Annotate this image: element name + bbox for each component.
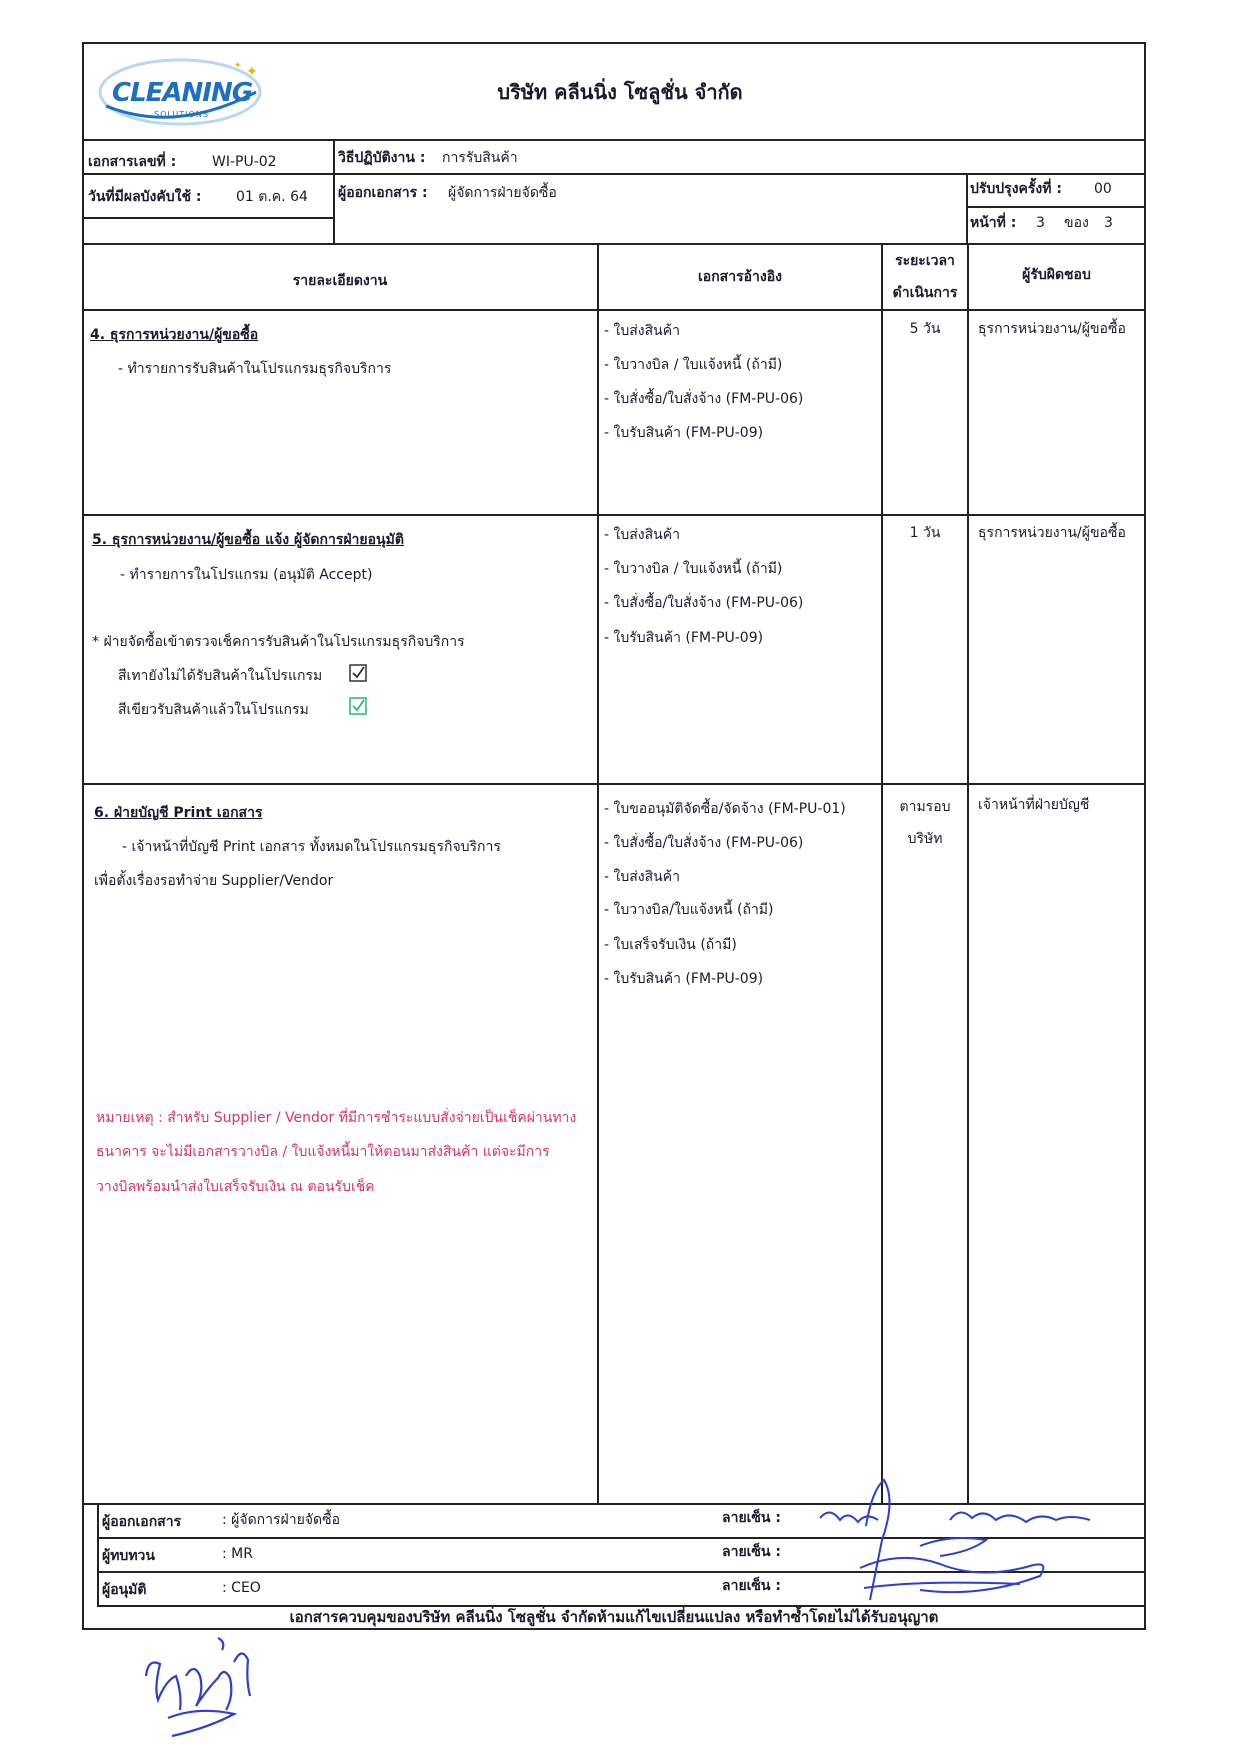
effective-label: วันที่มีผลบังคับใช้ : <box>88 189 202 205</box>
row-6-remark: ธนาคาร จะไม่มีเอกสารวางบิล / ใบแจ้งหนี้มาให้ตอนมาส่งสินค้า แต่จะมีการ <box>96 1144 550 1160</box>
row-5-duration: 1 วัน <box>909 525 941 541</box>
col-header-references: เอกสารอ้างอิง <box>698 269 782 285</box>
doc-no-label: เอกสารเลขที่ : <box>88 154 177 170</box>
row-4-ref: - ใบรับสินค้า (FM-PU-09) <box>604 425 764 441</box>
row-4-title: 4. ธุรการหน่วยงาน/ผู้ขอซื้อ <box>90 327 259 343</box>
effective-value: 01 ต.ค. 64 <box>236 189 308 205</box>
sign-name-issuer: : ผู้จัดการฝ่ายจัดซื้อ <box>222 1512 340 1528</box>
svg-text:✦: ✦ <box>246 64 258 80</box>
row-4-ref: - ใบสั่งซื้อ/ใบสั่งจ้าง (FM-PU-06) <box>604 391 804 407</box>
col-header-duration-2: ดำเนินการ <box>892 285 958 301</box>
svg-text:✦: ✦ <box>234 61 242 71</box>
row-4-owner: ธุรการหน่วยงาน/ผู้ขอซื้อ <box>978 321 1126 337</box>
sign-name-reviewer: : MR <box>222 1546 253 1562</box>
sign-role-reviewer: ผู้ทบทวน <box>102 1548 155 1564</box>
row-6-duration: บริษัท <box>907 831 943 847</box>
row-5-owner: ธุรการหน่วยงาน/ผู้ขอซื้อ <box>978 525 1126 541</box>
issuer-label: ผู้ออกเอกสาร : <box>338 185 428 201</box>
row-4-line: - ทำรายการรับสินค้าในโปรแกรมธุรกิจบริการ <box>118 361 392 377</box>
row-6-ref: - ใบเสร็จรับเงิน (ถ้ามี) <box>604 937 737 953</box>
revision-value: 00 <box>1094 181 1112 197</box>
company-name: บริษัท คลีนนิ่ง โซลูชั่น จำกัด <box>497 80 743 104</box>
sign-label-approver: ลายเซ็น : <box>722 1578 781 1594</box>
sign-role-approver: ผู้อนุมัติ <box>102 1582 147 1598</box>
page-value: 3 <box>1036 215 1045 231</box>
row-6-remark: หมายเหตุ : สำหรับ Supplier / Vendor ที่มีการชำระแบบสั่งจ่ายเป็นเช็คผ่านทาง <box>96 1110 577 1126</box>
row-5-check-green-label: สีเขียวรับสินค้าแล้วในโปรแกรม <box>118 702 309 718</box>
page-total: 3 <box>1104 215 1113 231</box>
procedure-label: วิธีปฏิบัติงาน : <box>338 150 426 166</box>
checked-box-green-icon <box>349 697 367 715</box>
row-6-ref: - ใบรับสินค้า (FM-PU-09) <box>604 971 764 987</box>
row-6-ref: - ใบส่งสินค้า <box>604 869 680 885</box>
issuer-value: ผู้จัดการฝ่ายจัดซื้อ <box>448 185 557 201</box>
doc-no-value: WI-PU-02 <box>212 154 277 170</box>
row-5-ref: - ใบส่งสินค้า <box>604 527 680 543</box>
row-5-ref: - ใบสั่งซื้อ/ใบสั่งจ้าง (FM-PU-06) <box>604 595 804 611</box>
row-5-check-grey-label: สีเทายังไม่ได้รับสินค้าในโปรแกรม <box>118 668 323 684</box>
initials-signature <box>138 1636 268 1746</box>
row-4-ref: - ใบส่งสินค้า <box>604 323 680 339</box>
row-5-line: - ทำรายการในโปรแกรม (อนุมัติ Accept) <box>120 567 373 583</box>
row-6-ref: - ใบสั่งซื้อ/ใบสั่งจ้าง (FM-PU-06) <box>604 835 804 851</box>
row-6-line: - เจ้าหน้าที่บัญชี Print เอกสาร ทั้งหมดในโปรแกรมธุรกิจบริการ <box>122 839 501 855</box>
sign-role-issuer: ผู้ออกเอกสาร <box>102 1514 182 1530</box>
row-6-title: 6. ฝ่ายบัญชี Print เอกสาร <box>94 805 263 821</box>
col-header-details: รายละเอียดงาน <box>292 273 388 289</box>
row-4-ref: - ใบวางบิล / ใบแจ้งหนี้ (ถ้ามี) <box>604 357 783 373</box>
checked-box-icon <box>349 664 367 682</box>
company-logo <box>96 54 266 128</box>
footer-notice: เอกสารควบคุมของบริษัท คลีนนิ่ง โซลูชั่น จำกัดห้ามแก้ไขเปลี่ยนแปลง หรือทำซ้ำโดยไม่ได้รับอนุญาต <box>289 1608 939 1626</box>
sign-label-reviewer: ลายเซ็น : <box>722 1544 781 1560</box>
sign-label-issuer: ลายเซ็น : <box>722 1510 781 1526</box>
row-6-ref: - ใบขออนุมัติจัดซื้อ/จัดจ้าง (FM-PU-01) <box>604 801 846 817</box>
page-label: หน้าที่ : <box>970 215 1017 231</box>
sign-name-approver: : CEO <box>222 1580 261 1596</box>
row-6-line: เพื่อตั้งเรื่องรอทำจ่าย Supplier/Vendor <box>94 873 334 889</box>
row-6-ref: - ใบวางบิล/ใบแจ้งหนี้ (ถ้ามี) <box>604 902 774 918</box>
row-4-duration: 5 วัน <box>909 321 941 337</box>
row-6-owner: เจ้าหน้าที่ฝ่ายบัญชี <box>978 797 1090 813</box>
row-5-note: * ฝ่ายจัดซื้อเข้าตรวจเช็คการรับสินค้าในโปรแกรมธุรกิจบริการ <box>92 634 465 650</box>
col-header-duration-1: ระยะเวลา <box>895 253 955 269</box>
revision-label: ปรับปรุงครั้งที่ : <box>970 181 1062 197</box>
col-header-owner: ผู้รับผิดชอบ <box>1022 267 1091 283</box>
procedure-value: การรับสินค้า <box>442 150 518 166</box>
logo-text: CLEANING <box>112 78 253 108</box>
row-6-duration: ตามรอบ <box>899 799 951 815</box>
row-5-ref: - ใบวางบิล / ใบแจ้งหนี้ (ถ้ามี) <box>604 561 783 577</box>
row-5-ref: - ใบรับสินค้า (FM-PU-09) <box>604 630 764 646</box>
row-6-remark: วางบิลพร้อมนำส่งใบเสร็จรับเงิน ณ ตอนรับเช็ค <box>96 1179 375 1195</box>
row-5-title: 5. ธุรการหน่วยงาน/ผู้ขอซื้อ แจ้ง ผู้จัดการฝ่ายอนุมัติ <box>92 532 404 548</box>
logo-subtext: SOLUTIONS <box>154 110 209 119</box>
page-of: ของ <box>1064 215 1089 231</box>
handwritten-signature <box>800 1470 1140 1610</box>
